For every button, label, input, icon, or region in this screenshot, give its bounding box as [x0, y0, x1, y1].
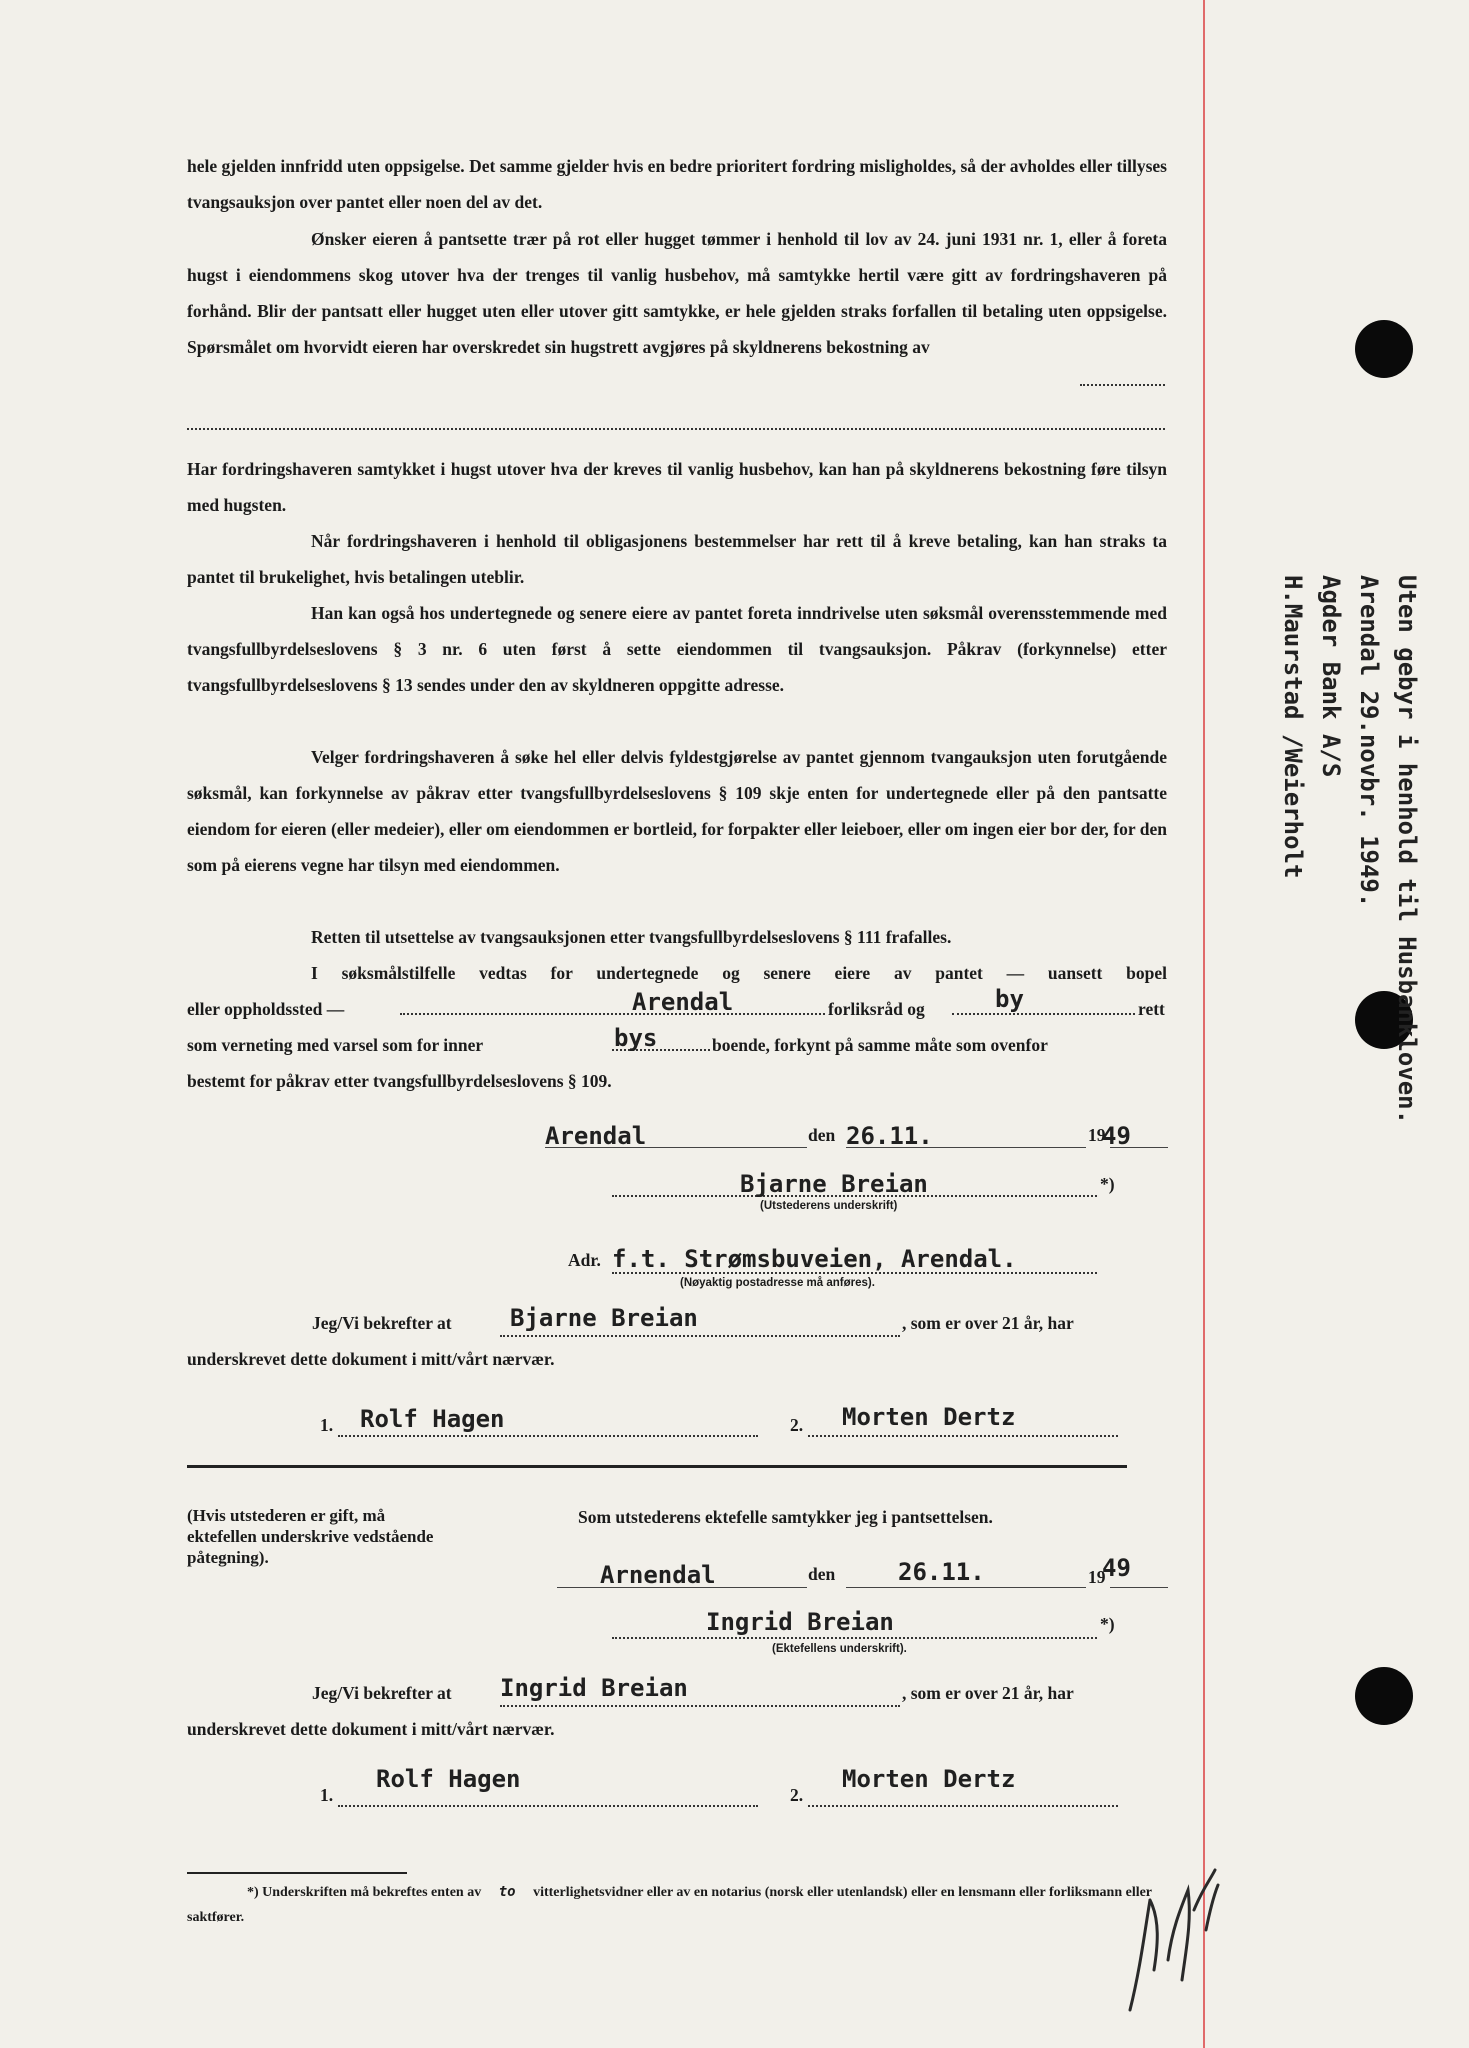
- spouse-signing-date: 26.11.: [898, 1558, 985, 1586]
- label: Jeg/Vi bekrefter at: [312, 1313, 452, 1333]
- witness2-signature-a: Rolf Hagen: [376, 1765, 521, 1793]
- signing-place: Arendal: [545, 1122, 647, 1150]
- label: Adr.: [568, 1250, 601, 1270]
- paragraph-3: Har fordringshaveren samtykket i hugst utover hva der kreves til vanlig husbehov, kan han på skyldnerens bekostning føre tilsyn med hugsten.: [187, 459, 1167, 515]
- label: underskrevet dette dokument i mitt/vårt nærvær.: [187, 1719, 555, 1739]
- blank-line: [187, 428, 1165, 430]
- label: rett: [1138, 999, 1165, 1019]
- label: eller oppholdssted —: [187, 999, 345, 1019]
- label: underskrevet dette dokument i mitt/vårt nærvær.: [187, 1349, 555, 1369]
- paragraph-6: Velger fordringshaveren å søke hel eller delvis fyldestgjørelse av pantet gjennom tvangauksjon uten forutgående søksmål, kan forkynnelse av påkrav etter tvangsfullbyrdelseslovens § 109 skje enten for undertegnede eller på den pantsatte eiendom for eieren (eller medeier), eller om eiendommen er bortleid, for forpakter eller leieboer, eller om ingen eier bor der, for den som på eierens vegne har tilsyn med eiendommen.: [187, 747, 1167, 875]
- footnote-filled-number: to: [498, 1884, 516, 1900]
- label: boende, forkynt på samme måte som ovenfor: [712, 1035, 1048, 1055]
- blank-line: [808, 1805, 1118, 1807]
- blank-line: [400, 1013, 825, 1015]
- label: Jeg/Vi bekrefter at: [312, 1683, 452, 1703]
- rett-value: by: [995, 985, 1024, 1013]
- issuer-address: f.t. Strømsbuveien, Arendal.: [612, 1245, 1017, 1273]
- margin-stamp-line: H.Maurstad /Weierholt: [1279, 575, 1307, 879]
- label: forliksråd og: [828, 999, 925, 1019]
- paragraph-7: Retten til utsettelse av tvangsauksjonen etter tvangsfullbyrdelseslovens § 111 frafalles.: [311, 927, 952, 947]
- spouse-signature: Ingrid Breian: [706, 1608, 894, 1636]
- margin-stamp: [1274, 575, 1426, 1124]
- boende-value: bys: [614, 1024, 658, 1052]
- label: 19: [1088, 1125, 1106, 1145]
- spouse-note: (Hvis utstederen er gift, må ektefellen underskrive vedstående påtegning).: [187, 1506, 434, 1567]
- blank-line: [1080, 384, 1165, 386]
- signing-date: 26.11.: [846, 1122, 933, 1150]
- initials-scribble: [1110, 1850, 1230, 2020]
- margin-line: [1203, 0, 1205, 2048]
- blank-line: [846, 1587, 1086, 1588]
- blank-line: [952, 1013, 1135, 1015]
- paragraph-8-line4: bestemt for påkrav etter tvangsfullbyrdelseslovens § 109.: [187, 1071, 612, 1091]
- witness1-signature-b: Morten Dertz: [842, 1403, 1016, 1431]
- punch-hole-bottom: [1355, 1667, 1413, 1725]
- forliksraad-value: Arendal: [632, 988, 734, 1016]
- punch-hole-top: [1355, 320, 1413, 378]
- label: som verneting med varsel som for inner: [187, 1035, 484, 1055]
- caption: (Utstederens underskrift): [760, 1200, 898, 1212]
- paragraph-5: Han kan også hos undertegnede og senere eiere av pantet foreta inndrivelse uten søksmål overensstemmende med tvangsfullbyrdelseslovens § 3 nr. 6 uten først å sette eiendommen til tvangsauksjon. Påkrav (forkynnelse) etter tvangsfullbyrdelseslovens § 13 sendes under den av skyldneren oppgitte adresse.: [187, 603, 1167, 695]
- witness2-confirmed-name: Ingrid Breian: [500, 1674, 688, 1702]
- label: 2.: [790, 1785, 804, 1805]
- label: , som er over 21 år, har: [902, 1683, 1074, 1703]
- label: 1.: [320, 1785, 334, 1805]
- blank-line: [338, 1435, 758, 1437]
- label: den: [808, 1125, 836, 1145]
- footnote-rule: [187, 1872, 407, 1874]
- paragraph-2: Ønsker eieren å pantsette trær på rot eller hugget tømmer i henhold til lov av 24. juni 1931 nr. 1, eller å foreta hugst i eiendommens skog utover hva der trenges til vanlig husbehov, må samtykke hertil være gitt av fordringshaveren på forhånd. Blir der pantsatt eller hugget uten eller utover gitt samtykke, er hele gjelden straks forfallen til betaling uten oppsigelse. Spørsmålet om hvorvidt eieren har overskredet sin hugstrett avgjøres på skyldnerens bekostning av: [187, 229, 1167, 357]
- margin-stamp-line: Uten gebyr i henhold til Husbankloven.: [1393, 575, 1421, 1125]
- footnote-text: vitterlighetsvidner eller av en notarius (norsk eller utenlandsk) eller en lensmann eller forliksmann eller saktfører.: [187, 1885, 1152, 1925]
- label: 2.: [790, 1415, 804, 1435]
- label: Som utstederens ektefelle samtykker jeg i pantsettelsen.: [578, 1507, 993, 1527]
- blank-line: [338, 1805, 758, 1807]
- caption: (Ektefellens underskrift).: [772, 1643, 907, 1655]
- paragraph-1: hele gjelden innfridd uten oppsigelse. Det samme gjelder hvis en bedre prioritert fordring misligholdes, så der avholdes eller tillyses tvangsauksjon over pantet eller noen del av det.: [187, 156, 1167, 212]
- label: *): [1100, 1614, 1115, 1634]
- issuer-signature: Bjarne Breian: [740, 1170, 928, 1198]
- spouse-signing-year: 49: [1102, 1554, 1131, 1582]
- paragraph-8-line1: I søksmålstilfelle vedtas for undertegnede og senere eiere av pantet — uansett bopel: [311, 963, 1167, 983]
- blank-line: [500, 1705, 900, 1707]
- witness1-signature-a: Rolf Hagen: [360, 1405, 505, 1433]
- blank-line: [1110, 1587, 1168, 1588]
- label: den: [808, 1564, 836, 1584]
- paragraph-4: Når fordringshaveren i henhold til obligasjonens bestemmelser har rett til å kreve betaling, kan han straks ta pantet til brukelighet, hvis betalingen uteblir.: [187, 531, 1167, 587]
- caption: (Nøyaktig postadresse må anføres).: [680, 1277, 875, 1289]
- label: 1.: [320, 1415, 334, 1435]
- label: *): [1100, 1174, 1115, 1194]
- blank-line: [500, 1335, 900, 1337]
- blank-line: [612, 1637, 1097, 1639]
- signing-year: 49: [1102, 1122, 1131, 1150]
- label: , som er over 21 år, har: [902, 1313, 1074, 1333]
- witness1-confirmed-name: Bjarne Breian: [510, 1304, 698, 1332]
- margin-stamp-line: Arendal 29.novbr. 1949.: [1355, 575, 1383, 908]
- label: 19: [1088, 1567, 1106, 1587]
- blank-line: [808, 1435, 1118, 1437]
- spouse-signing-place: Arnendal: [600, 1561, 716, 1589]
- footnote-text: *) Underskriften må bekreftes enten av: [247, 1885, 482, 1900]
- divider: [187, 1465, 1127, 1468]
- witness2-signature-b: Morten Dertz: [842, 1765, 1016, 1793]
- footnote: [187, 1880, 1167, 1930]
- margin-stamp-line: Agder Bank A/S: [1317, 575, 1345, 778]
